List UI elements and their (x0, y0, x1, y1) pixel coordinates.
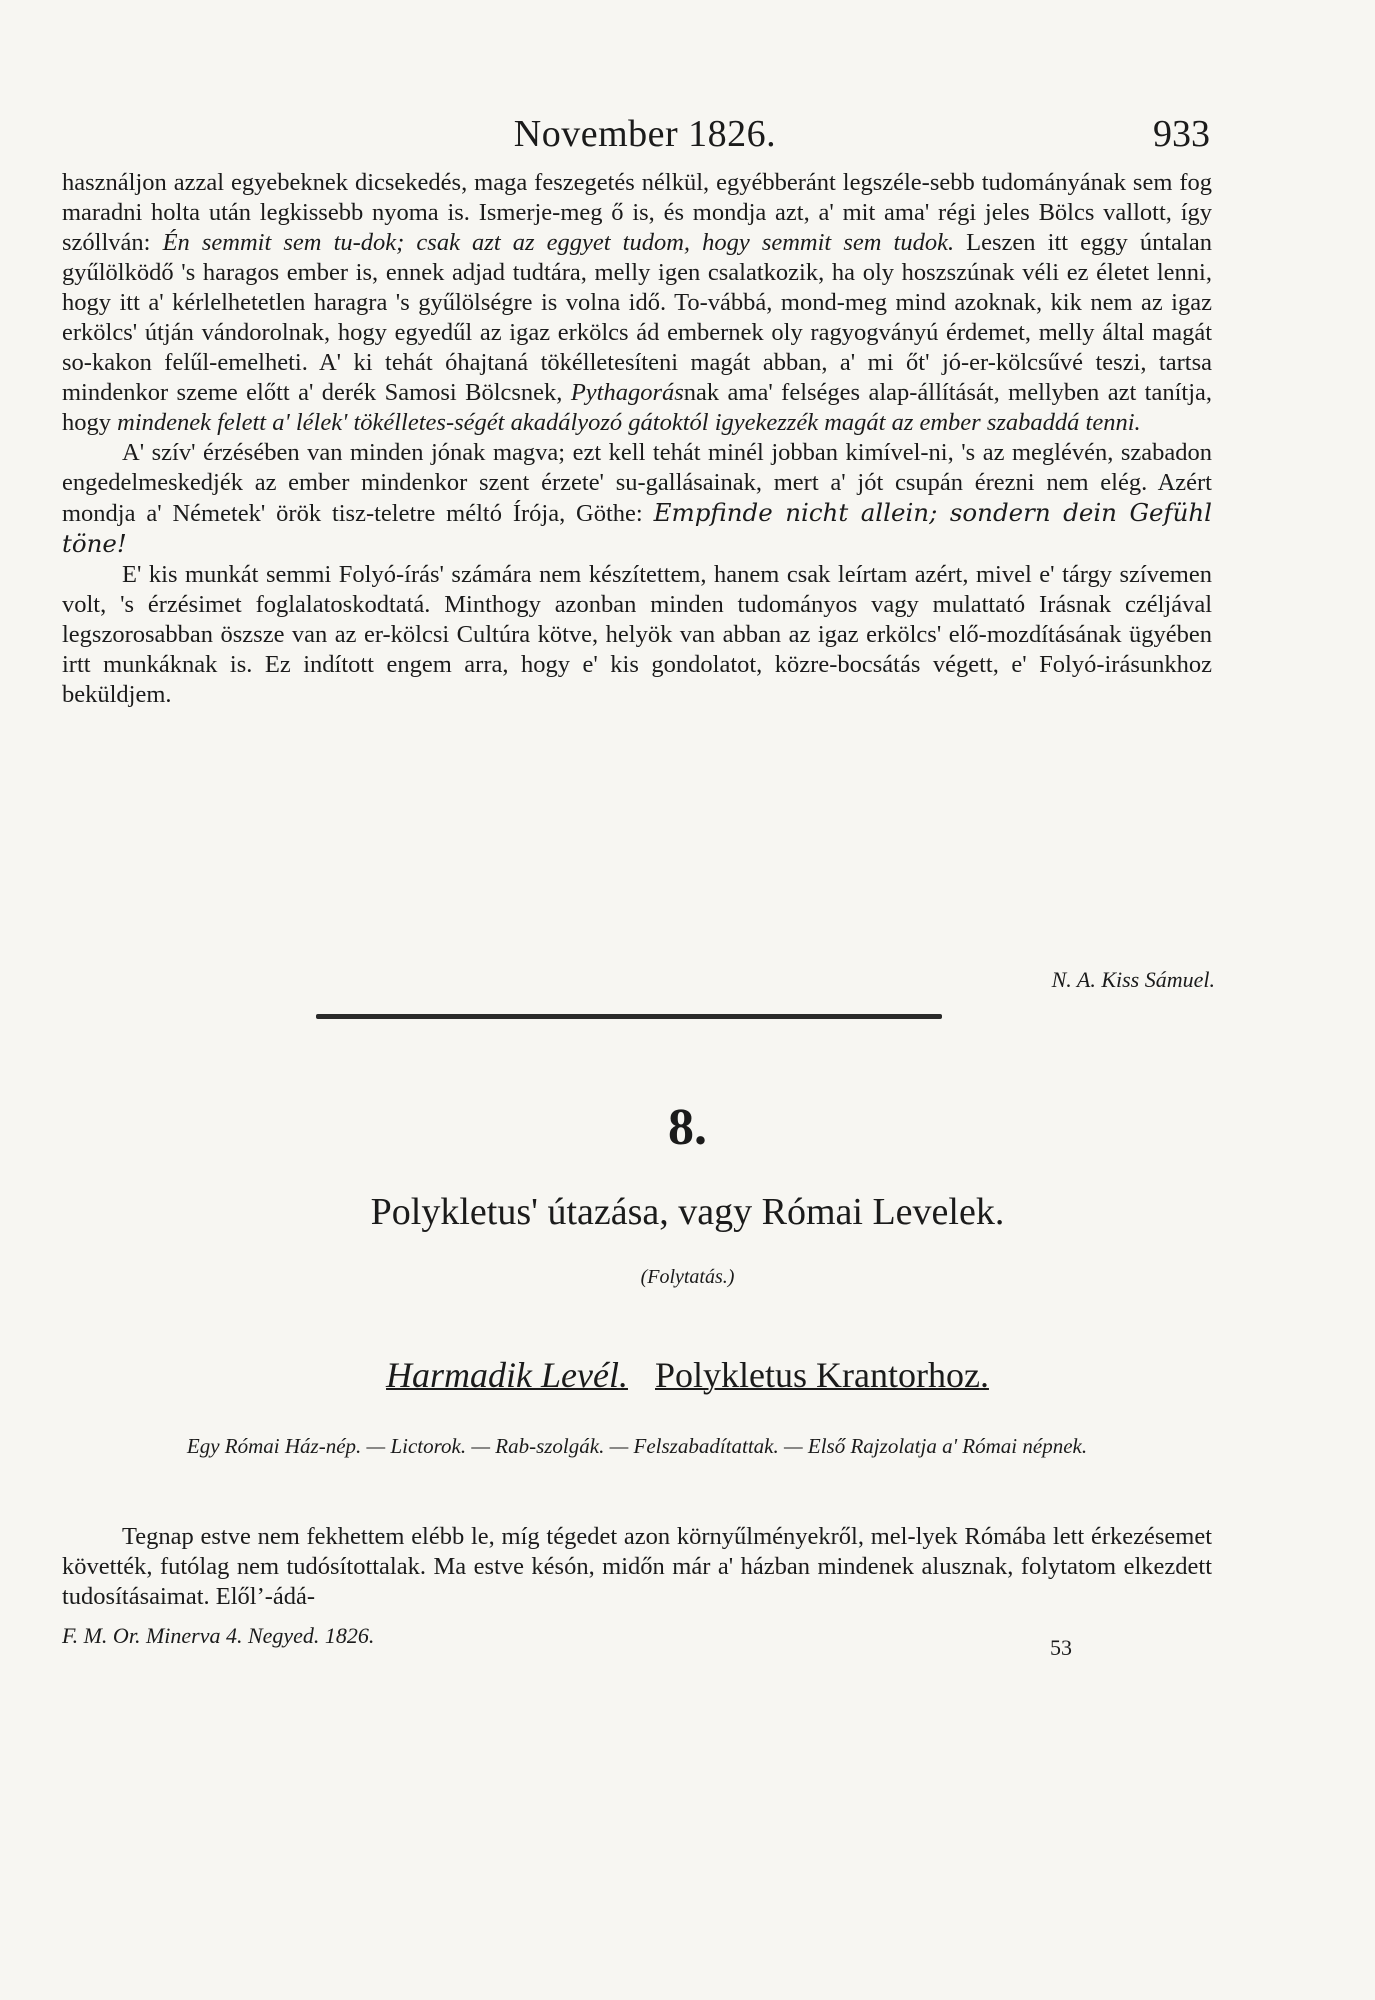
quote-pythagoras: mindenek felett a' lélek' tökélletes-ségét akadályozó gátoktól igyekezzék magát az ember szabaddá tenni. (117, 409, 1141, 436)
paragraph-1: használjon azzal egyebeknek dicsekedés, maga feszegetés nélkül, egyébberánt legszéle-sebb tudományának sem fog maradni holta után legkissebb nyoma is. Ismerje-meg ő is, és mondja azt, a' mit ama' régi jeles Bölcs vallott, így szóllván: Én semmit sem tu-dok; csak azt az eggyet tudom, hogy semmit sem tudok. Leszen itt eggy úntalan gyűlölködő 's haragos ember is, ennek adjad tudtára, melly igen csalatkozik, ha oly hoszszúnak véli ez életet lenni, hogy itt a' kérlelhetetlen haragra 's gyűlölségre is volna idő. To-vábbá, mond-meg mind azoknak, kik nem az igaz erkölcs' útján vándorolnak, hogy egyedűl az igaz erkölcs ád embernek oly ragyogványú érdemet, melly által magát so-kakon felűl-emelheti. A' ki tehát óhajtaná tökélletesíteni magát abban, a' mi őt' jó-er-kölcsűvé teszi, tartsa mindenkor szeme előtt a' derék Samosi Bölcsnek, Pythagorásnak ama' felséges alap-állítását, mellyben azt tanítja, hogy mindenek felett a' lélek' tökélletes-ségét akadályozó gátoktól igyekezzék magát az ember szabaddá tenni. (62, 169, 1212, 436)
section-number: 8. (668, 1099, 707, 1156)
name-pythagoras: Pythagorás (570, 379, 684, 406)
running-title: November 1826. (513, 113, 777, 155)
letter-heading (0, 1354, 1375, 1396)
page-footer (62, 1623, 1212, 1663)
section-divider (316, 1014, 942, 1019)
running-head (60, 112, 1230, 162)
upper-text-block (62, 168, 1212, 710)
paragraph-2: A' szív' érzésében van minden jónak magva; ezt kell tehát minél jobban kimível-ni, 's az meglévén, szabadon engedelmeskedjék az ember mindenkor szent érzete' su-gallásainak, mert a' jót csupán érezni nem elég. Azért mondja a' Németek' örök tisz-teletre méltó Írója, Göthe: Empfinde nicht allein; sondern dein Gefühl töne! (62, 439, 1212, 558)
letter-heading-roman: Polykletus Krantorhoz. (655, 1355, 989, 1395)
quote-socrates: Én semmit sem tu-dok; csak azt az eggyet tudom, hogy semmit sem tudok. (162, 229, 955, 256)
german-quote: Empfinde nicht allein; sondern dein Gefühl töne! (62, 498, 1212, 558)
page-number: 933 (1153, 113, 1210, 155)
continued-note: (Folytatás.) (640, 1266, 735, 1288)
letter-contents-summary: Egy Római Ház-nép. — Lictorok. — Rab-szolgák. — Felszabadítattak. — Első Rajzolatja a' Római népnek. (186, 1434, 1088, 1458)
letter-body (62, 1522, 1212, 1612)
paragraph-3: E' kis munkát semmi Folyó-írás' számára nem készítettem, hanem csak leírtam azért, mivel e' tárgy szívemen volt, 's érzésimet foglalatoskodtatá. Minthogy azonban minden tudományos vagy mulattató Irásnak czéljával legszorosabban öszsze van az er-kölcsi Cultúra kötve, helyök van abban az igaz erkölcs' elő-mozdításának ügyében irtt munkáknak is. Ez indított engem arra, hogy e' kis gondolatot, közre-bocsátás végett, e' Folyó-irásunkhoz beküldjem. (62, 561, 1212, 708)
letter-paragraph: Tegnap estve nem fekhettem elébb le, míg tégedet azon környűlményekről, mel-lyek Rómába lett érkezésemet követték, futólag nem tudósítottalak. Ma estve késón, midőn már a' házban mindenek alusznak, folytatom elkezdett tudosításaimat. Előlʼ-ádá- (62, 1523, 1212, 1610)
footer-signature-mark: 53 (1050, 1635, 1072, 1660)
footer-source: F. M. Or. Minerva 4. Negyed. 1826. (62, 1623, 375, 1648)
article-title: Polykletus' útazása, vagy Római Levelek. (370, 1191, 1005, 1233)
letter-heading-italic: Harmadik Levél. (386, 1355, 628, 1395)
author-signature: N. A. Kiss Sámuel. (1051, 967, 1215, 992)
